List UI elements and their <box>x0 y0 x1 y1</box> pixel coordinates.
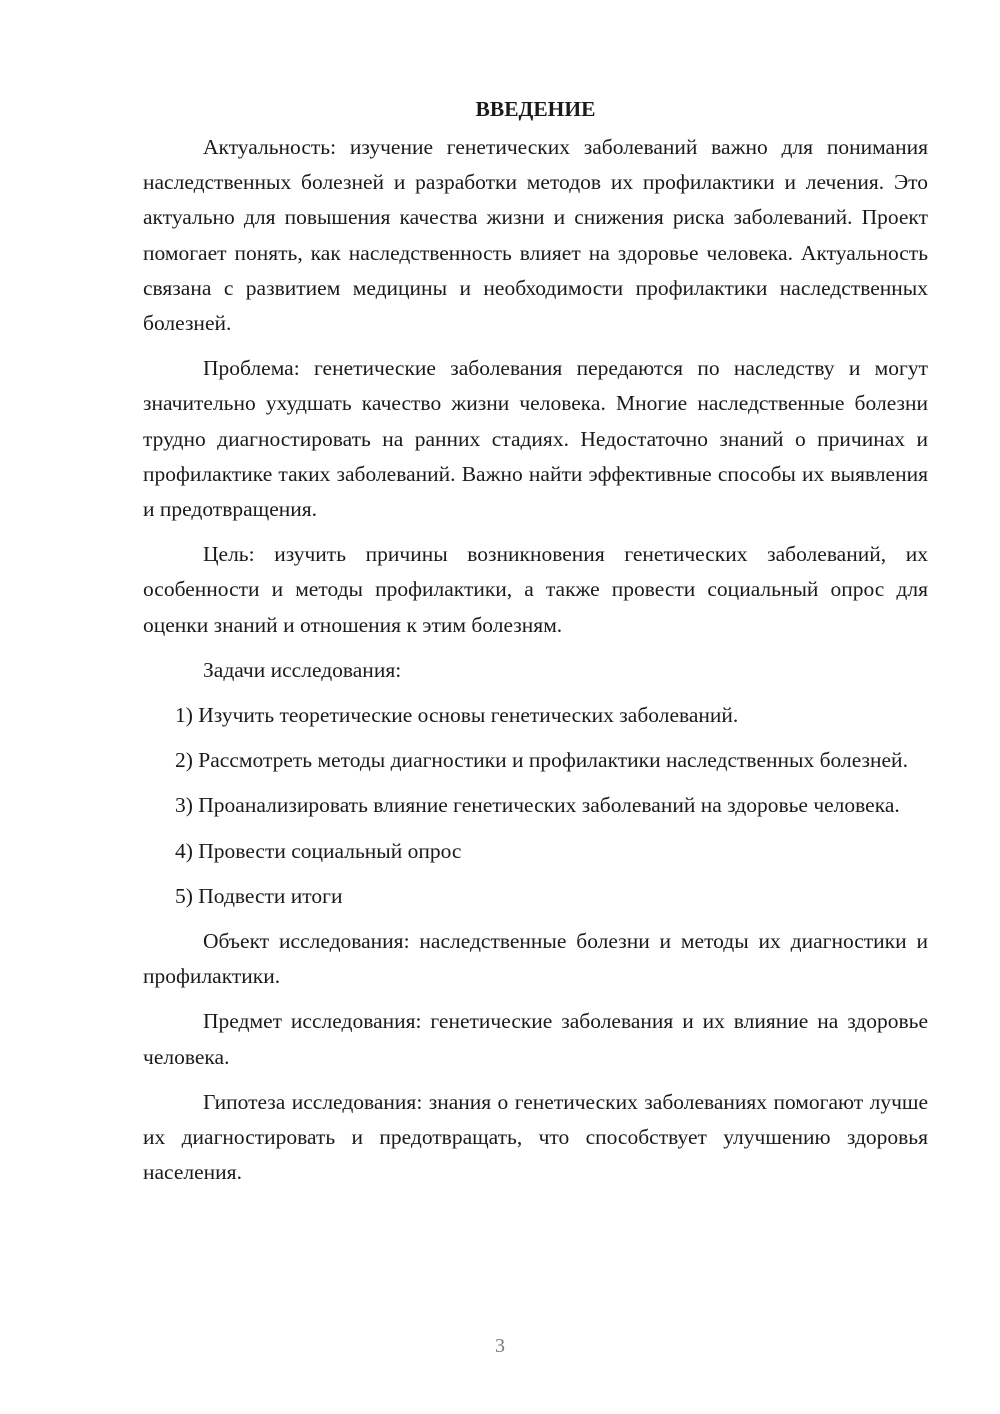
paragraph-hypothesis: Гипотеза исследования: знания о генетических заболеваниях помогают лучше их диагностировать и предотвращать, что способствует улучшению здоровья населения. <box>143 1089 928 1185</box>
paragraph-goal: Цель: изучить причины возникновения генетических заболеваний, их особенности и методы профилактики, а также провести социальный опрос для оценки знаний и отношения к этим болезням. <box>143 542 928 637</box>
paragraph-subject: Предмет исследования: генетические заболевания и их влияние на здоровье человека. <box>143 1009 928 1069</box>
page-title: ВВЕДЕНИЕ <box>475 97 596 121</box>
tasks-heading: Задачи исследования: <box>203 657 402 682</box>
task-item: 1) Изучить теоретические основы генетических заболеваний. <box>175 703 739 728</box>
paragraph-object: Объект исследования: наследственные болезни и методы их диагностики и профилактики. <box>143 929 928 989</box>
task-item: 4) Провести социальный опрос <box>175 838 462 863</box>
page-number: 3 <box>495 1335 505 1357</box>
task-item: 2) Рассмотреть методы диагностики и профилактики наследственных болезней. <box>175 748 908 773</box>
paragraph-problem: Проблема: генетические заболевания передаются по наследству и могут значительно ухудшать качество жизни человека. Многие наследственные болезни трудно диагностировать на ранних стадиях. Недостаточно знаний о причинах и профилактике таких заболеваний. Важно найти эффективные способы их выявления и предотвращения. <box>143 356 928 522</box>
paragraph-relevance: Актуальность: изучение генетических заболеваний важно для понимания наследственных болезней и разработки методов их профилактики и лечения. Это актуально для повышения качества жизни и снижения риска заболеваний. Проект помогает понять, как наследственность влияет на здоровье человека. Актуальность связана с развитием медицины и необходимости профилактики наследственных болезней. <box>143 135 928 336</box>
task-item: 5) Подвести итоги <box>175 883 343 908</box>
task-item: 3) Проанализировать влияние генетических заболеваний на здоровье человека. <box>175 793 900 818</box>
page-content <box>143 92 928 1200</box>
